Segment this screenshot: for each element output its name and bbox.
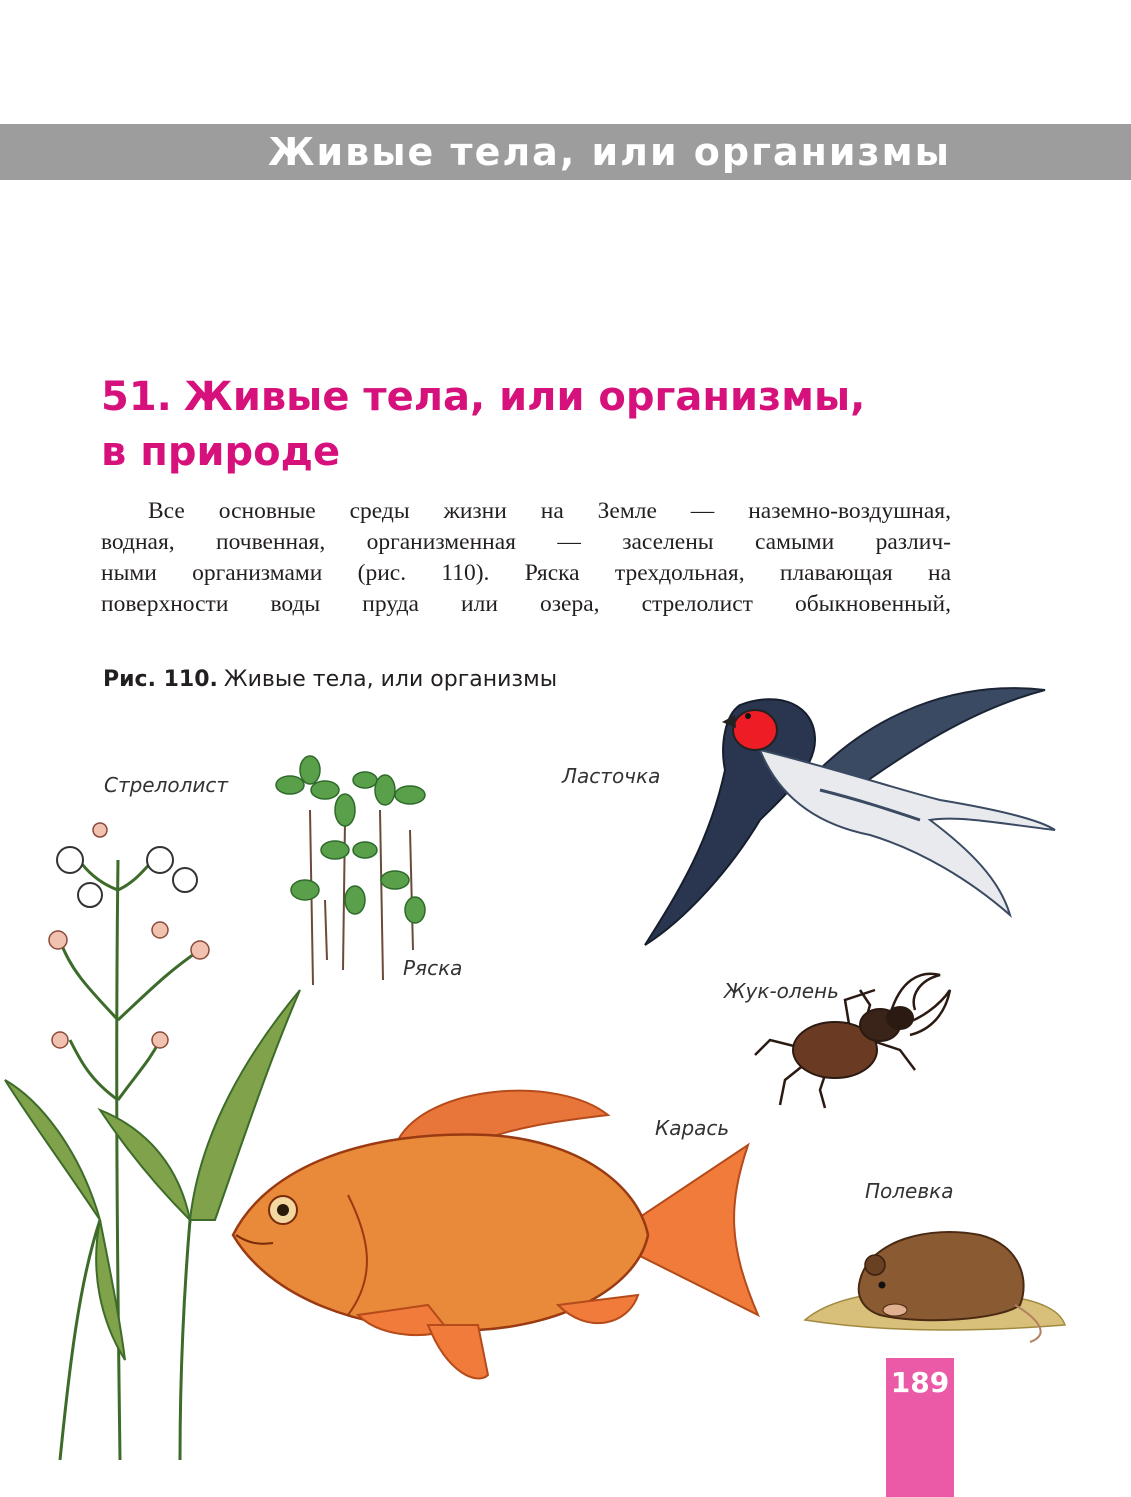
section-title-line2: в природе: [101, 429, 341, 475]
section-number: 51.: [101, 374, 172, 420]
body-line: Все основные среды жизни на Земле — наземно-воздушная,: [148, 498, 951, 524]
label-carp: Карась: [655, 1116, 730, 1140]
running-header-title: Живые тела, или организмы: [268, 130, 951, 174]
page-number-tab: [886, 1358, 954, 1497]
page-number: 189: [890, 1366, 950, 1399]
label-beetle: Жук-олень: [724, 979, 839, 1003]
label-vole: Полевка: [865, 1179, 954, 1203]
figure-caption: [103, 667, 557, 692]
section-title-line1: Живые тела, или организмы,: [183, 374, 866, 420]
duckweed-illustration: [265, 750, 435, 990]
figure-number: Рис. 110.: [103, 667, 218, 692]
figure-caption-text: Живые тела, или организмы: [223, 667, 558, 692]
body-paragraph: [101, 496, 951, 620]
running-header: [0, 124, 1131, 180]
label-arrowhead: Стрелолист: [104, 773, 229, 797]
body-line: ными организмами (рис. 110). Ряска трехдольная, плавающая на: [101, 560, 951, 586]
label-swallow: Ласточка: [562, 764, 661, 788]
body-line: водная, почвенная, организменная — заселены самыми различ-: [101, 529, 951, 555]
swallow-illustration: [640, 650, 1060, 950]
label-duckweed: Ряска: [403, 956, 463, 980]
section-heading: [101, 370, 901, 480]
body-line: поверхности воды пруда или озера, стрелолист обыкновенный,: [101, 591, 951, 617]
vole-illustration: [800, 1210, 1070, 1350]
